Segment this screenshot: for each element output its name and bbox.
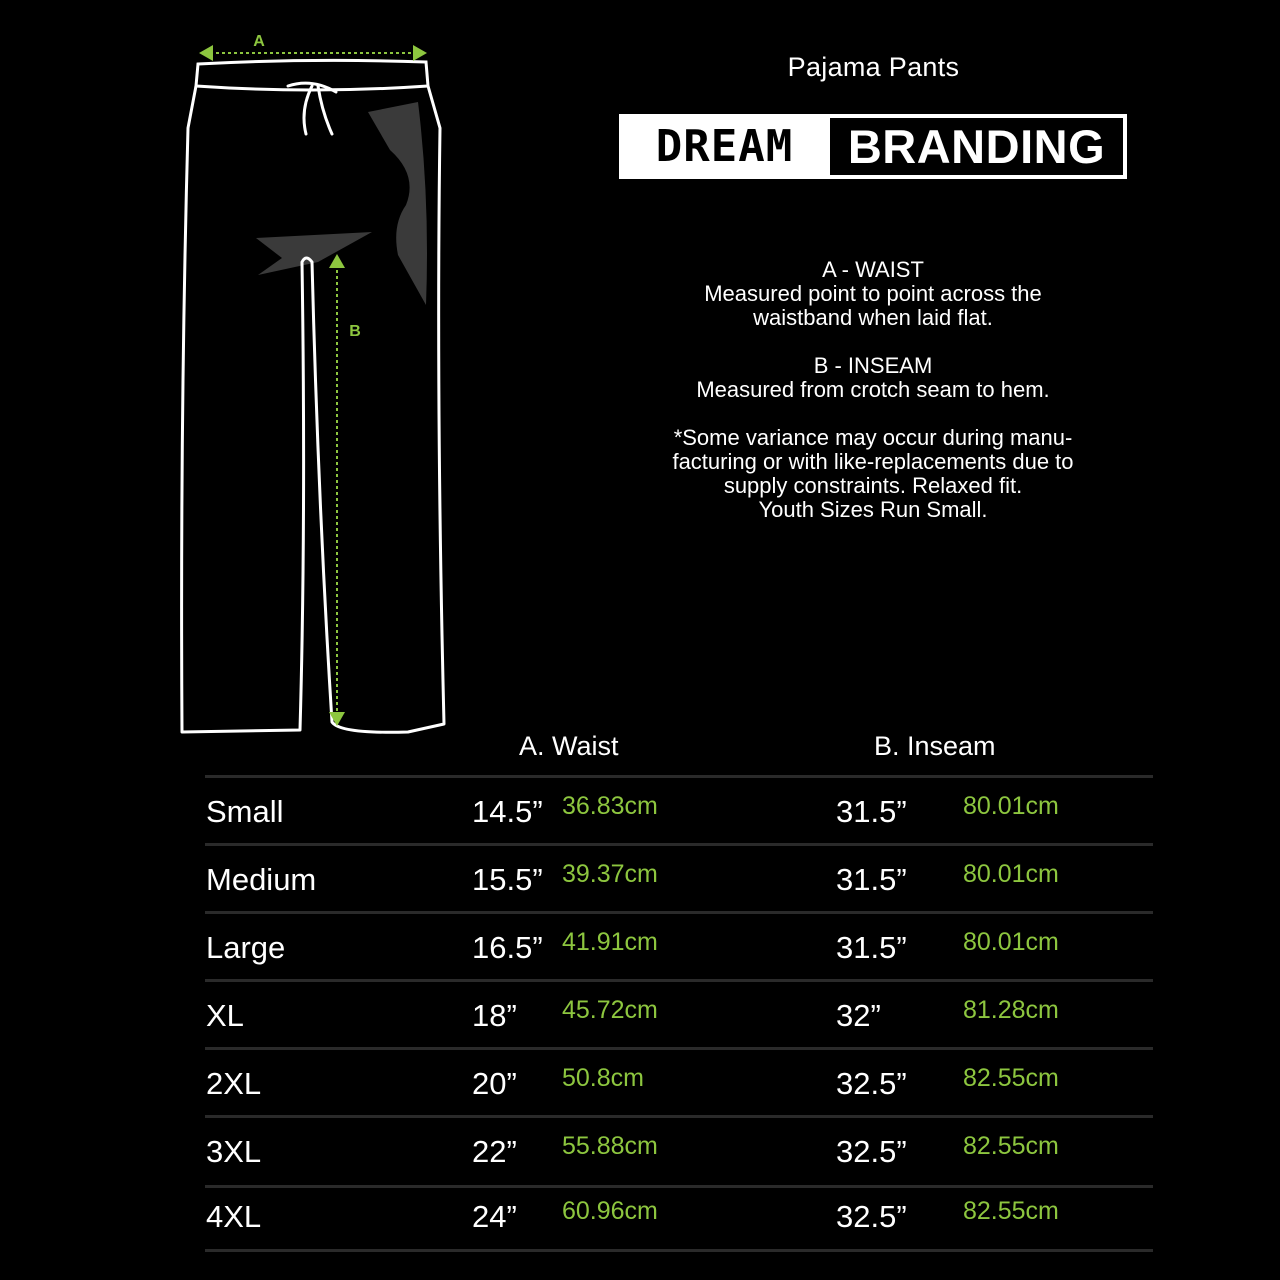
disclaimer-note xyxy=(600,426,1146,522)
waist-cm: 45.72cm xyxy=(562,996,658,1024)
table-row xyxy=(0,794,1280,854)
waist-note-desc-1: Measured point to point across the xyxy=(704,281,1042,306)
waist-inches: 24” xyxy=(472,1199,517,1234)
waist-arrow-left-icon xyxy=(199,45,213,61)
inseam-cm: 82.55cm xyxy=(963,1064,1059,1092)
table-row xyxy=(0,930,1280,990)
waist-inches: 15.5” xyxy=(472,862,543,897)
waist-inches: 16.5” xyxy=(472,930,543,965)
disclaimer-line-4: Youth Sizes Run Small. xyxy=(758,497,988,522)
size-label: Medium xyxy=(206,862,317,897)
disclaimer-line-2: facturing or with like-replacements due to xyxy=(672,449,1074,474)
waist-column-header: A. Waist xyxy=(519,731,619,761)
inseam-inches: 32” xyxy=(836,998,881,1033)
waist-cm: 41.91cm xyxy=(562,928,658,956)
inseam-arrow-up-icon xyxy=(329,254,345,268)
inseam-inches: 31.5” xyxy=(836,794,907,829)
brand-logo xyxy=(619,114,1127,179)
waist-cm: 36.83cm xyxy=(562,792,658,820)
waist-cm: 55.88cm xyxy=(562,1132,658,1160)
inseam-inches: 31.5” xyxy=(836,930,907,965)
logo-dream-text: DREAM xyxy=(655,121,794,172)
inseam-inches: 32.5” xyxy=(836,1199,907,1234)
waist-inches: 20” xyxy=(472,1066,517,1101)
product-title: Pajama Pants xyxy=(787,52,960,82)
inseam-label: B xyxy=(349,323,361,340)
waist-inches: 18” xyxy=(472,998,517,1033)
table-row xyxy=(0,862,1280,922)
waist-label: A xyxy=(253,33,265,50)
inseam-note-title: B - INSEAM xyxy=(813,353,933,378)
size-label: 3XL xyxy=(206,1134,262,1169)
inseam-inches: 32.5” xyxy=(836,1134,907,1169)
waist-arrow-right-icon xyxy=(413,45,427,61)
crotch-shadow xyxy=(256,232,372,275)
inseam-cm: 81.28cm xyxy=(963,996,1059,1024)
inseam-column-header: B. Inseam xyxy=(874,731,996,761)
disclaimer-line-3: supply constraints. Relaxed fit. xyxy=(723,473,1023,498)
size-label: XL xyxy=(206,998,244,1033)
inseam-cm: 82.55cm xyxy=(963,1197,1059,1225)
inseam-cm: 82.55cm xyxy=(963,1132,1059,1160)
pants-diagram xyxy=(170,20,470,750)
waist-inches: 14.5” xyxy=(472,794,543,829)
size-label: Small xyxy=(206,794,284,829)
inseam-note xyxy=(600,354,1146,402)
size-label: Large xyxy=(206,930,286,965)
disclaimer-line-1: *Some variance may occur during manu- xyxy=(673,425,1073,450)
pants-shadow xyxy=(368,102,427,305)
inseam-note-desc: Measured from crotch seam to hem. xyxy=(696,377,1050,402)
size-label: 2XL xyxy=(206,1066,262,1101)
size-label: 4XL xyxy=(206,1199,262,1234)
pants-outline xyxy=(182,86,444,732)
inseam-cm: 80.01cm xyxy=(963,860,1059,888)
waist-inches: 22” xyxy=(472,1134,517,1169)
inseam-inches: 32.5” xyxy=(836,1066,907,1101)
waist-cm: 60.96cm xyxy=(562,1197,658,1225)
inseam-cm: 80.01cm xyxy=(963,792,1059,820)
measurement-notes xyxy=(600,258,1146,546)
waist-cm: 50.8cm xyxy=(562,1064,644,1092)
waist-note-desc-2: waistband when laid flat. xyxy=(753,305,993,330)
waist-cm: 39.37cm xyxy=(562,860,658,888)
logo-branding-text: BRANDING xyxy=(830,118,1123,175)
inseam-inches: 31.5” xyxy=(836,862,907,897)
table-divider xyxy=(205,775,1153,778)
table-row xyxy=(0,1066,1280,1126)
waist-note-title: A - WAIST xyxy=(822,257,924,282)
waist-note xyxy=(600,258,1146,330)
inseam-cm: 80.01cm xyxy=(963,928,1059,956)
table-row xyxy=(0,998,1280,1058)
table-row xyxy=(0,1134,1280,1194)
table-row xyxy=(0,1199,1280,1259)
